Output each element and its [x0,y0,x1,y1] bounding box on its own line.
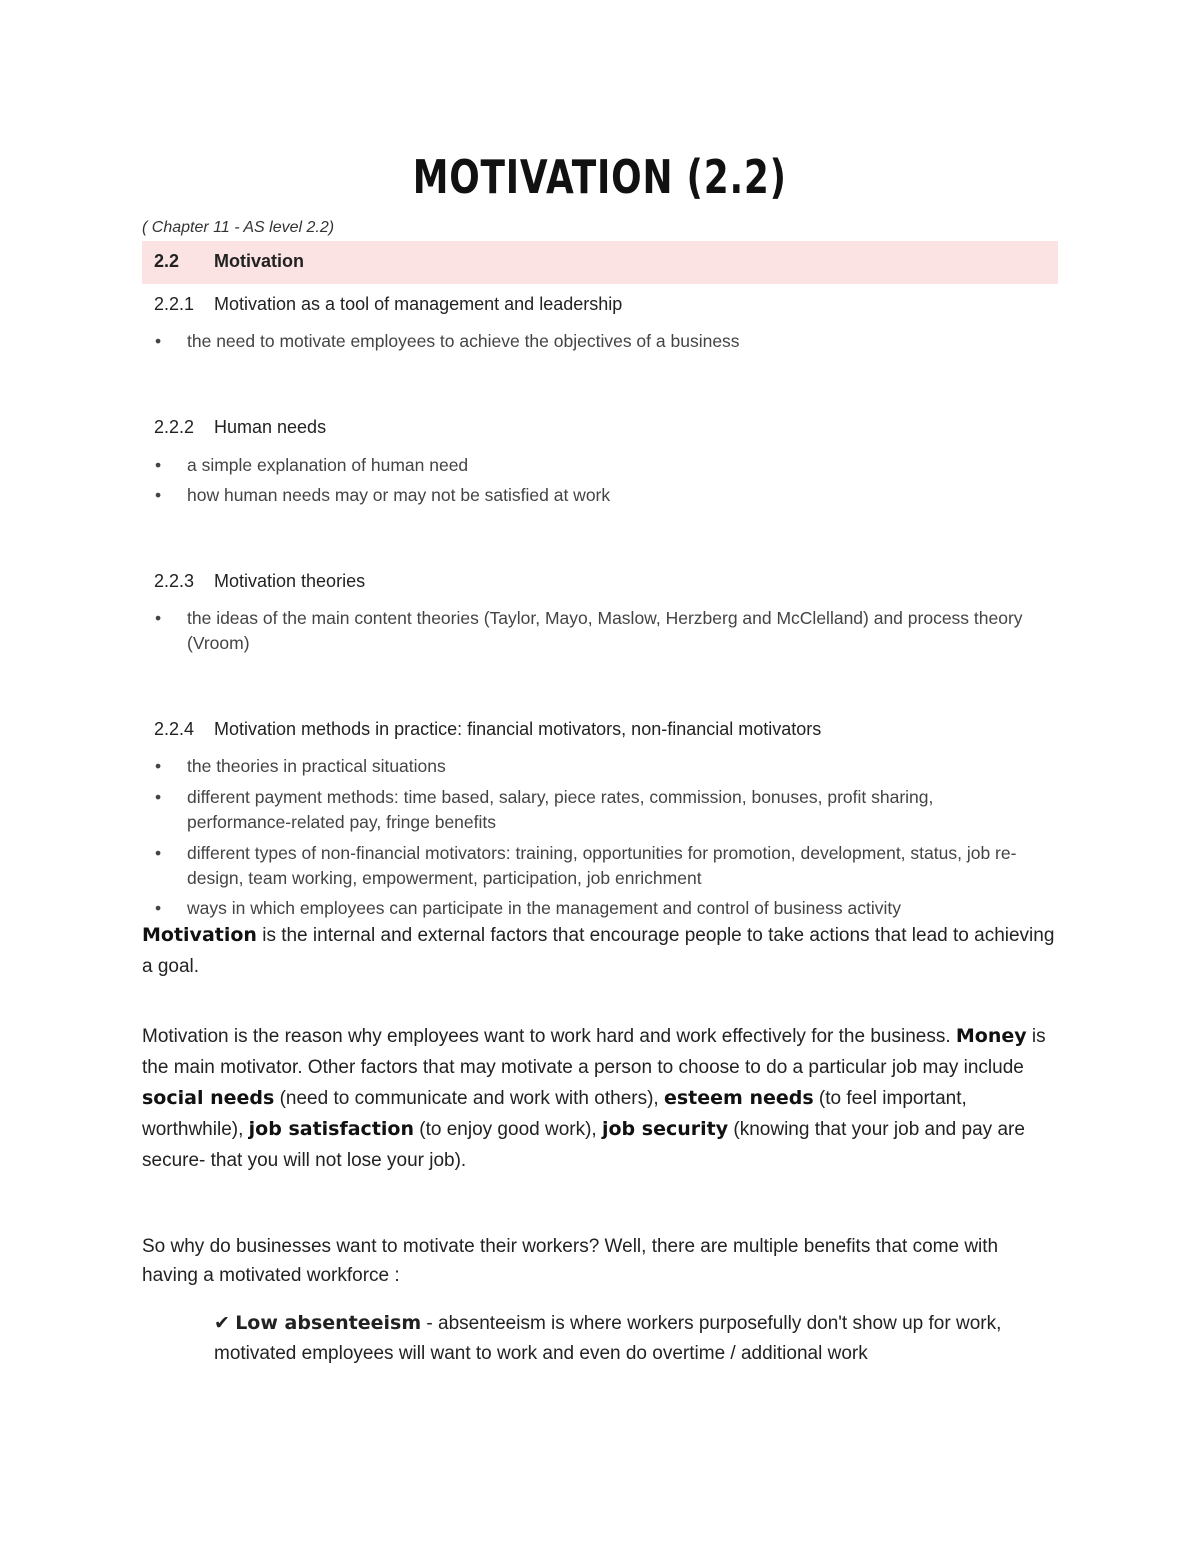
page-title: MOTIVATION (2.2) [412,150,788,204]
list-item: • different payment methods: time based, salary, piece rates, commission, bonuses, profit sharing, performance-related pay, fringe benefits [155,787,934,832]
list-item: • a simple explanation of human need [155,455,469,475]
list-item: • the theories in practical situations [155,756,446,776]
check-icon: ✔ [214,1313,230,1334]
section-heading: 2.2.3 Motivation theories [154,571,366,591]
section-heading: 2.2.1 Motivation as a tool of management and leadership [154,294,623,314]
list-item: • how human needs may or may not be satisfied at work [155,485,611,505]
section-heading: 2.2.2 Human needs [154,417,327,437]
section-heading: 2.2.4 Motivation methods in practice: financial motivators, non-financial motivators [154,719,822,739]
list-item: • ways in which employees can participate in the management and control of business activity [155,898,901,918]
syllabus-main-heading: 2.2 Motivation [142,241,1058,284]
chapter-reference: ( Chapter 11 - AS level 2.2) [142,219,335,236]
definition-paragraph: Motivation is the internal and external factors that encourage people to take actions that lead to achieving a goal. [142,924,1055,977]
list-item: • different types of non-financial motivators: training, opportunities for promotion, development, status, job re-design, team working, empowerment, participation, job enrichment [155,843,1017,888]
body-paragraph: So why do businesses want to motivate their workers? Well, there are multiple benefits that come with having a motivated workforce : [142,1236,999,1286]
list-item: • the need to motivate employees to achieve the objectives of a business [155,331,740,351]
list-item: • the ideas of the main content theories (Taylor, Mayo, Maslow, Herzberg and McClelland) and process theory (Vroom) [155,608,1023,653]
body-paragraph: Motivation is the reason why employees want to work hard and work effectively for the business. Money is the main motivator. Other factors that may motivate a person to choose to do a particular job may include social needs (need to communicate and work with others), esteem needs (to feel important, worthwhile), job satisfaction (to enjoy good work), job security (knowing that your job and pay are secure- that you will not lose your job). [142,1025,1046,1171]
benefit-item: ✔ Low absenteeism - absenteeism is where workers purposefully don't show up for work, motivated employees will want to work and even do overtime / additional work [214,1312,1002,1364]
